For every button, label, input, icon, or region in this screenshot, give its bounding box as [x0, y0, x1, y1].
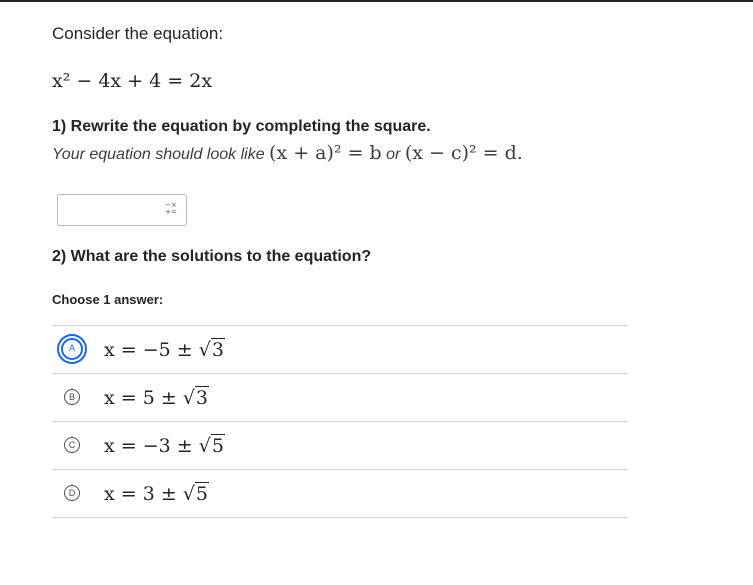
radicand: 5 [211, 435, 224, 457]
hint-prefix: Your equation should look like [52, 146, 265, 163]
choice-prefix: x = 3 ± [104, 483, 183, 505]
choice-prefix: x = 5 ± [104, 387, 183, 409]
choice-d[interactable] [52, 469, 628, 518]
math-keypad-icon[interactable] [164, 202, 178, 218]
hint-form-1: (x + a)² = b [269, 142, 382, 164]
equation [52, 70, 212, 92]
choice-prefix: x = −5 ± [104, 339, 199, 361]
sqrt-symbol: √3 [182, 387, 209, 409]
choose-label: Choose 1 answer: [52, 292, 164, 307]
choice-letter: A [61, 338, 83, 360]
keypad-glyph-top: −× [165, 201, 177, 209]
sqrt-symbol: √3 [198, 339, 224, 361]
equation-lhs: x² − 4x + 4 [52, 70, 162, 92]
choice-letter: B [64, 389, 80, 405]
top-border [0, 0, 753, 2]
intro-text: Consider the equation: [52, 24, 224, 43]
equation-rhs: 2x [189, 70, 213, 92]
choice-letter: C [64, 437, 80, 453]
choice-prefix: x = −3 ± [104, 435, 199, 457]
hint-form-2: (x − c)² = d. [404, 142, 523, 164]
choice-b[interactable] [52, 373, 628, 421]
sqrt-symbol: √5 [198, 435, 224, 457]
choice-math [104, 387, 209, 409]
answer-input[interactable] [57, 194, 187, 226]
radicand: 3 [195, 387, 209, 409]
sqrt-symbol: √5 [182, 483, 209, 505]
radicand: 3 [211, 339, 224, 361]
choice-math [104, 339, 225, 361]
hint-or: or [386, 146, 401, 163]
equation-equals: = [167, 70, 184, 92]
choice-list [52, 325, 628, 518]
choice-math [104, 483, 209, 505]
question-2-label: 2) What are the solutions to the equation? [52, 248, 372, 265]
question-1-label: 1) Rewrite the equation by completing the square. [52, 118, 431, 135]
choice-math [104, 435, 225, 457]
question-1-hint [52, 142, 523, 164]
radicand: 5 [195, 483, 209, 505]
keypad-glyph-bottom: += [165, 208, 177, 216]
choice-c[interactable] [52, 421, 628, 469]
choice-a[interactable] [52, 325, 628, 373]
choice-letter: D [64, 485, 80, 501]
